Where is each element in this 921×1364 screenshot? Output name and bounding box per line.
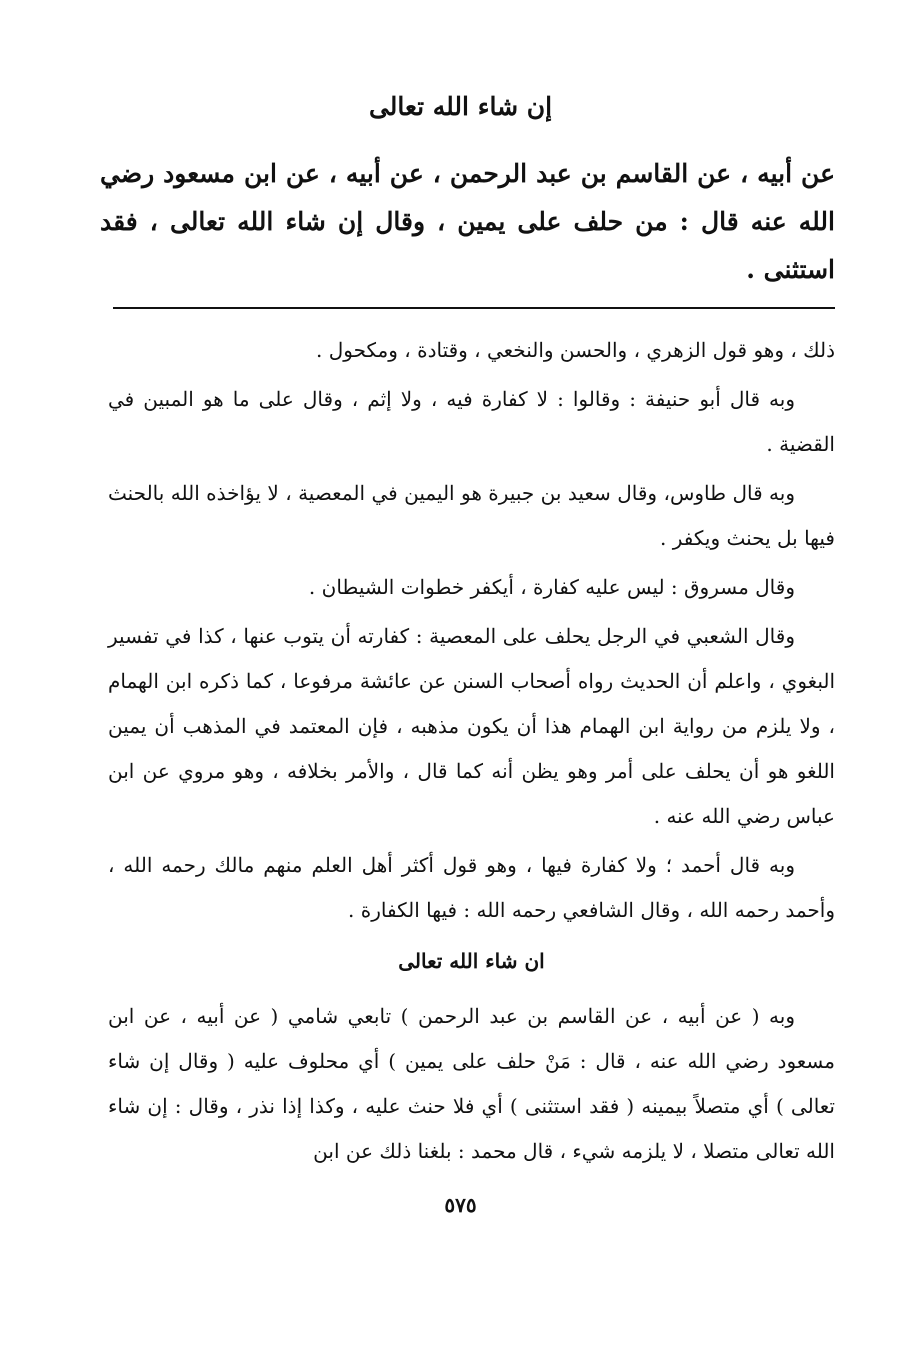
commentary-section [108,328,835,1178]
chapter-heading: إن شاء الله تعالى [368,92,553,121]
commentary-paragraph: وبه قال أبو حنيفة : وقالوا : لا كفارة فيه ، ولا إثم ، وقال على ما هو المبين في القضية . [108,387,835,456]
page-number: ٥٧٥ [444,1193,477,1217]
commentary-paragraph: وبه ( عن أبيه ، عن القاسم بن عبد الرحمن ) تابعي شامي ( عن أبيه ، عن ابن مسعود رضي الله عنه ، قال : مَنْ حلف على يمين ) أي محلوف عليه ( وقال إن شاء تعالى ) أي متصلاً بيمينه ( فقد استثنى ) أي فلا حنث عليه ، وكذا إذا نذر ، وقال : إن شاء الله تعالى متصلا ، لا يلزمه شيء ، قال محمد : بلغنا ذلك عن ابن [108,1004,836,1163]
commentary-paragraph: وقال مسروق : ليس عليه كفارة ، أيكفر خطوات الشيطان . [308,575,795,599]
commentary-paragraph: ذلك ، وهو قول الزهري ، والحسن والنخعي ، وقتادة ، ومكحول . [316,338,835,362]
hadith-text: عن أبيه ، عن القاسم بن عبد الرحمن ، عن أبيه ، عن ابن مسعود رضي الله عنه قال : من حلف على يمين ، وقال إن شاء الله تعالى ، فقد استثنى . [100,159,835,284]
commentary-paragraph: وبه قال أحمد ؛ ولا كفارة فيها ، وهو قول أكثر أهل العلم منهم مالك رحمه الله ، وأحمد رحمه الله ، وقال الشافعي رحمه الله : فيها الكفارة . [108,853,835,922]
commentary-paragraph: وقال الشعبي في الرجل يحلف على المعصية : كفارته أن يتوب عنها ، كذا في تفسير البغوي ، واعلم أن الحديث رواه أصحاب السنن عن عائشة مرفوعا ، كما ذكره ابن الهمام ، ولا يلزم من رواية ابن الهمام هذا أن يكون مذهبه ، فإن المعتمد في المذهب أن يمين اللغو هو أن يحلف على أمر وهو يظن أنه كما قال ، والأمر بخلافه ، وهو مروي عن ابن عباس رضي الله عنه . [108,624,835,828]
commentary-sub-heading: ان شاء الله تعالى [398,949,545,973]
separator-rule [113,307,835,309]
commentary-paragraph: وبه قال طاوس، وقال سعيد بن جبيرة هو اليمين في المعصية ، لا يؤاخذه الله بالحنث فيها بل يحنث ويكفر . [108,481,835,550]
sub-heading-wrap [108,939,835,984]
